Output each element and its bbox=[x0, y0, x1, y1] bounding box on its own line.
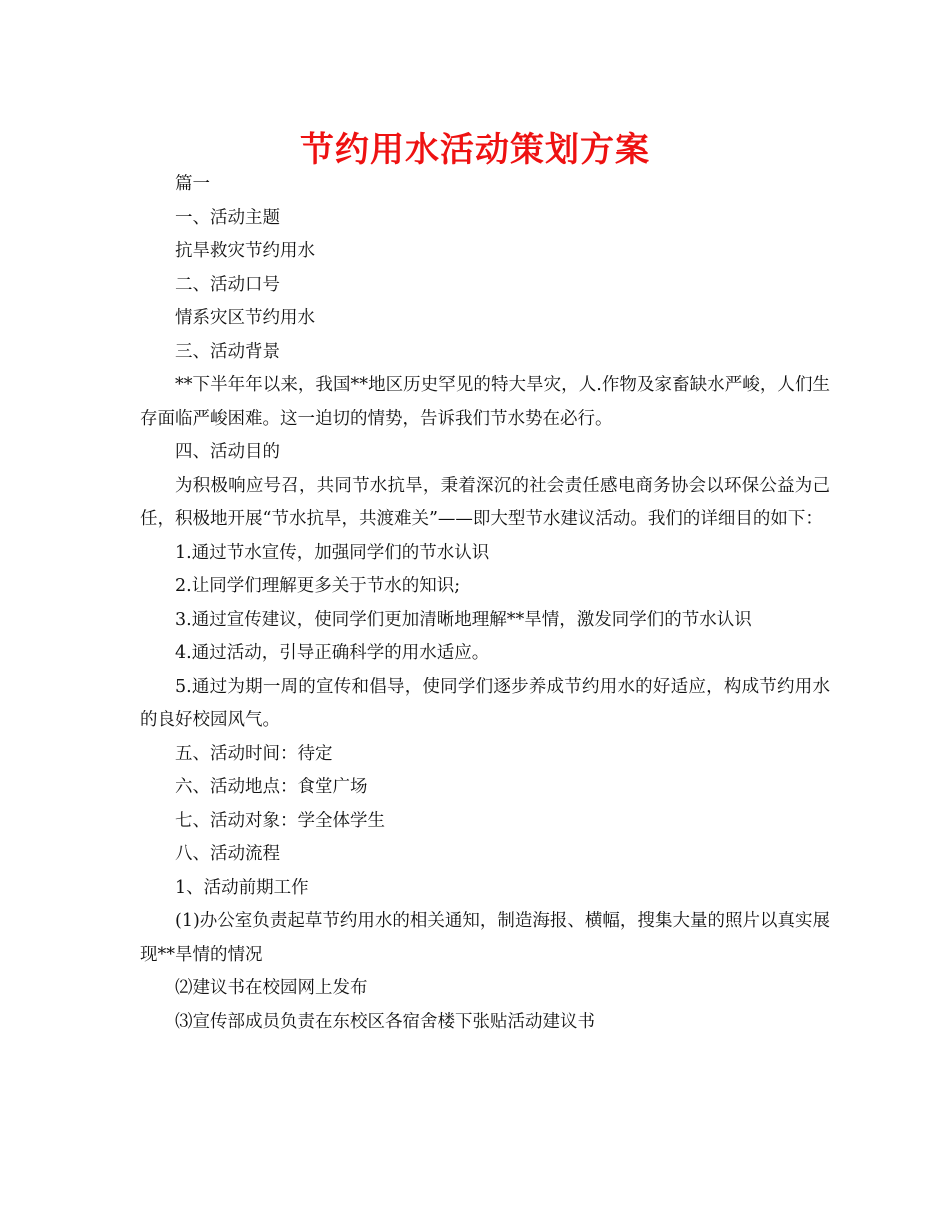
list-item-work-3: ⑶宣传部成员负责在东校区各宿舍楼下张贴活动建议书 bbox=[175, 1011, 595, 1032]
paragraph-background: **下半年年以来，我国**地区历史罕见的特大旱灾，人.作物及家畜缺水严峻，人们生存面临严峻困难。这一迫切的情势，告诉我们节水势在必行。 bbox=[140, 375, 830, 429]
list-item-purpose-2: 2.让同学们理解更多关于节水的知识; bbox=[175, 576, 461, 596]
subheading-pre-activity-work: 1、活动前期工作 bbox=[175, 877, 309, 898]
document-title: 节约用水活动策划方案 bbox=[300, 130, 650, 170]
list-item-work-2: ⑵建议书在校园网上发布 bbox=[175, 978, 368, 998]
document-body bbox=[140, 168, 830, 1039]
paragraph-theme: 抗旱救灾节约用水 bbox=[175, 241, 315, 261]
heading-activity-time: 五、活动时间：待定 bbox=[175, 743, 333, 764]
heading-activity-process: 八、活动流程 bbox=[175, 844, 280, 864]
list-item-work-1: (1)办公室负责起草节约用水的相关通知，制造海报、横幅，搜集大量的照片以真实展现**旱情的情况 bbox=[140, 911, 830, 965]
paragraph-purpose: 为积极响应号召，共同节水抗旱，秉着深沉的社会责任感电商务协会以环保公益为己任，积极地开展“节水抗旱，共渡难关”——即大型节水建议活动。我们的详细目的如下： bbox=[140, 475, 830, 529]
heading-activity-slogan: 二、活动口号 bbox=[175, 274, 280, 295]
list-item-purpose-1: 1.通过节水宣传，加强同学们的节水认识 bbox=[175, 542, 490, 563]
heading-activity-location: 六、活动地点：食堂广场 bbox=[175, 777, 368, 797]
paragraph-slogan: 情系灾区节约用水 bbox=[175, 308, 315, 328]
heading-activity-background: 三、活动背景 bbox=[175, 341, 280, 362]
heading-activity-theme: 一、活动主题 bbox=[175, 207, 280, 228]
list-item-purpose-3: 3.通过宣传建议，使同学们更加清晰地理解**旱情，激发同学们的节水认识 bbox=[175, 609, 752, 630]
list-item-purpose-5: 5.通过为期一周的宣传和倡导，使同学们逐步养成节约用水的好适应，构成节约用水的良好校园风气。 bbox=[140, 676, 830, 730]
heading-activity-audience: 七、活动对象：学全体学生 bbox=[175, 810, 385, 831]
list-item-purpose-4: 4.通过活动，引导正确科学的用水适应。 bbox=[175, 643, 490, 663]
paragraph-section-label: 篇一 bbox=[175, 174, 210, 194]
heading-activity-purpose: 四、活动目的 bbox=[175, 442, 280, 462]
